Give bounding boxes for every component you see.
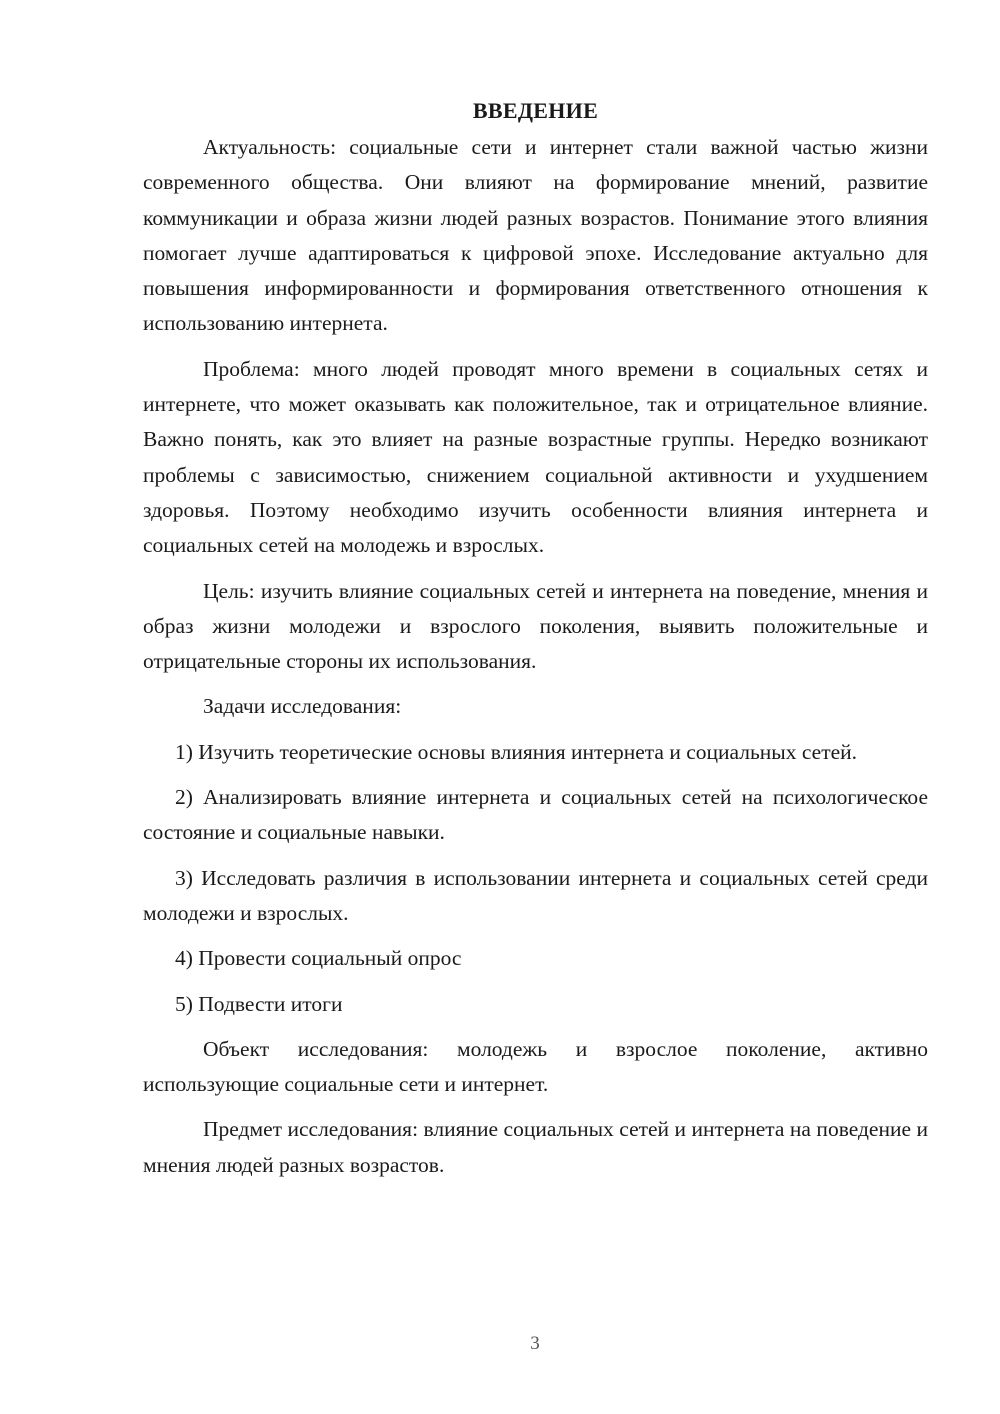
list-item: 5) Подвести итоги (175, 991, 343, 1016)
page-title: ВВЕДЕНИЕ (472, 98, 599, 123)
problem-paragraph: Проблема: много людей проводят много времени в социальных сетях и интернете, что может оказывать как положительное, так и отрицательное влияние. Важно понять, как это влияет на разные возрастные группы. Нередко возникают проблемы с зависимостью, снижением социальной активности и ухудшением здоровья. Поэтому необходимо изучить особенности влияния интернета и социальных сетей на молодежь и взрослых. (143, 356, 928, 558)
object-paragraph: Объект исследования: молодежь и взрослое поколение, активно использующие социальные сети и интернет. (143, 1036, 928, 1097)
list-item: 2) Анализировать влияние интернета и социальных сетей на психологическое состояние и социальные навыки. (143, 785, 928, 845)
tasks-heading: Задачи исследования: (203, 694, 402, 719)
tasks-list (143, 735, 928, 1022)
goal-paragraph: Цель: изучить влияние социальных сетей и интернета на поведение, мнения и образ жизни молодежи и взрослого поколения, выявить положительные и отрицательные стороны их использования. (143, 578, 928, 674)
list-item: 3) Исследовать различия в использовании интернета и социальных сетей среди молодежи и взрослых. (143, 865, 928, 925)
relevance-paragraph: Актуальность: социальные сети и интернет стали важной частью жизни современного общества. Они влияют на формирование мнений, развитие коммуникации и образа жизни людей разных возрастов. Понимание этого влияния помогает лучше адаптироваться к цифровой эпохе. Исследование актуально для повышения информированности и формирования ответственного отношения к использованию интернета. (143, 135, 928, 336)
document-page (143, 96, 928, 1193)
list-item: 4) Провести социальный опрос (175, 946, 462, 971)
page-number: 3 (530, 1333, 540, 1354)
list-item: 1) Изучить теоретические основы влияния интернета и социальных сетей. (175, 739, 858, 764)
subject-paragraph: Предмет исследования: влияние социальных сетей и интернета на поведение и мнения людей разных возрастов. (143, 1117, 928, 1177)
